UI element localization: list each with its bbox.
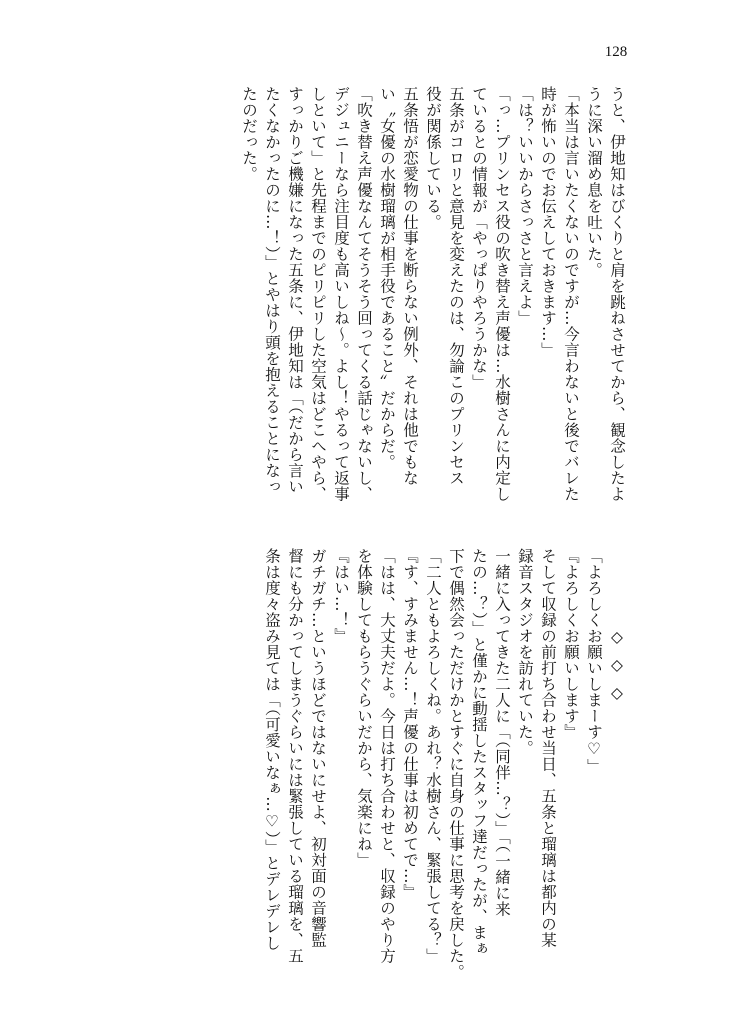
text-line: すっかりご機嫌になった五条に、伊地知は「（だから言い [286, 86, 304, 495]
text-line: 時が怖いのでお伝えしておきます…」 [539, 86, 557, 358]
text-line: たのだった。 [240, 86, 258, 182]
text-line: 五条がコロリと意見を変えたのは、勿論このプリンセス [447, 86, 465, 486]
text-line: 一緒に入ってきた二人に「（同伴…？）」「（一緒に来 [493, 548, 511, 917]
text-line: 『はい…！』 [332, 548, 350, 644]
text-line: ているとの情報が「やっぱりやろうかな」 [470, 86, 488, 390]
text-line: うに深い溜め息を吐いた。 [585, 86, 603, 278]
text-line: 「っ…プリンセス役の吹き替え声優は…水樹さんに内定し [493, 86, 511, 502]
text-line: しといて」と先程までのピリピリした空気はどこへやら、 [309, 86, 327, 502]
bottom-text-block [116, 548, 628, 980]
text-line: たくなかったのに…！）」とやはり頭を抱えることになっ [263, 86, 281, 495]
text-line: 「吹き替え声優なんてそうそう回ってくる話じゃないし、 [355, 86, 373, 502]
text-line: 『よろしくお願いします』 [562, 548, 580, 740]
text-line: 役が関係している。 [424, 86, 442, 230]
section-divider: ◇◇◇ [608, 628, 626, 712]
text-line: を体験してもらうぐらいだから、気楽にね」 [355, 548, 373, 868]
text-line: 五条悟が恋愛物の仕事を断らない例外、それは他でもな [401, 86, 419, 486]
text-line: 督にも分かってしまうぐらいには緊張している瑠璃を、五 [286, 548, 304, 964]
text-line: 「二人ともよろしくね。あれ？水樹さん、緊張してる？」 [424, 548, 442, 964]
text-line: 「本当は言いたくないのですが…今言わないと後でバレた [562, 86, 580, 502]
text-line: たの…？）」と僅かに動揺したスタッフ達だったが、まぁ [470, 548, 488, 957]
text-line: 下で偶然会っただけかとすぐに自身の仕事に思考を戻した。 [447, 548, 465, 980]
text-line: 「はは、大丈夫だよ。今日は打ち合わせと、収録のやり方 [378, 548, 396, 964]
text-line: 条は度々盗み見ては「（可愛いなぁ…♡）」とデレデレし [263, 548, 281, 951]
text-line: デジュニーなら注目度も高いしね〜。よし！やるって返事 [332, 86, 350, 502]
text-line: そして収録の前打ち合わせ当日、五条と瑠璃は都内の某 [539, 548, 557, 948]
text-line: 「は？いいからさっさと言えよ」 [516, 86, 534, 326]
text-line: ガチガチ…というほどではないにせよ、初対面の音響監 [309, 548, 327, 948]
text-line: 『す、すみません…！声優の仕事は初めてで…』 [401, 548, 419, 900]
page-number: 128 [604, 44, 628, 60]
text-line: い〝女優の水樹瑠璃が相手役であること〟だからだ。 [378, 86, 396, 470]
text-line: 「よろしくお願いしまーす♡」 [585, 548, 603, 775]
text-line: 録音スタジオを訪れていた。 [516, 548, 534, 756]
top-text-block [166, 86, 628, 502]
text-line: うと、伊地知はびくりと肩を跳ねさせてから、観念したよ [608, 86, 626, 502]
